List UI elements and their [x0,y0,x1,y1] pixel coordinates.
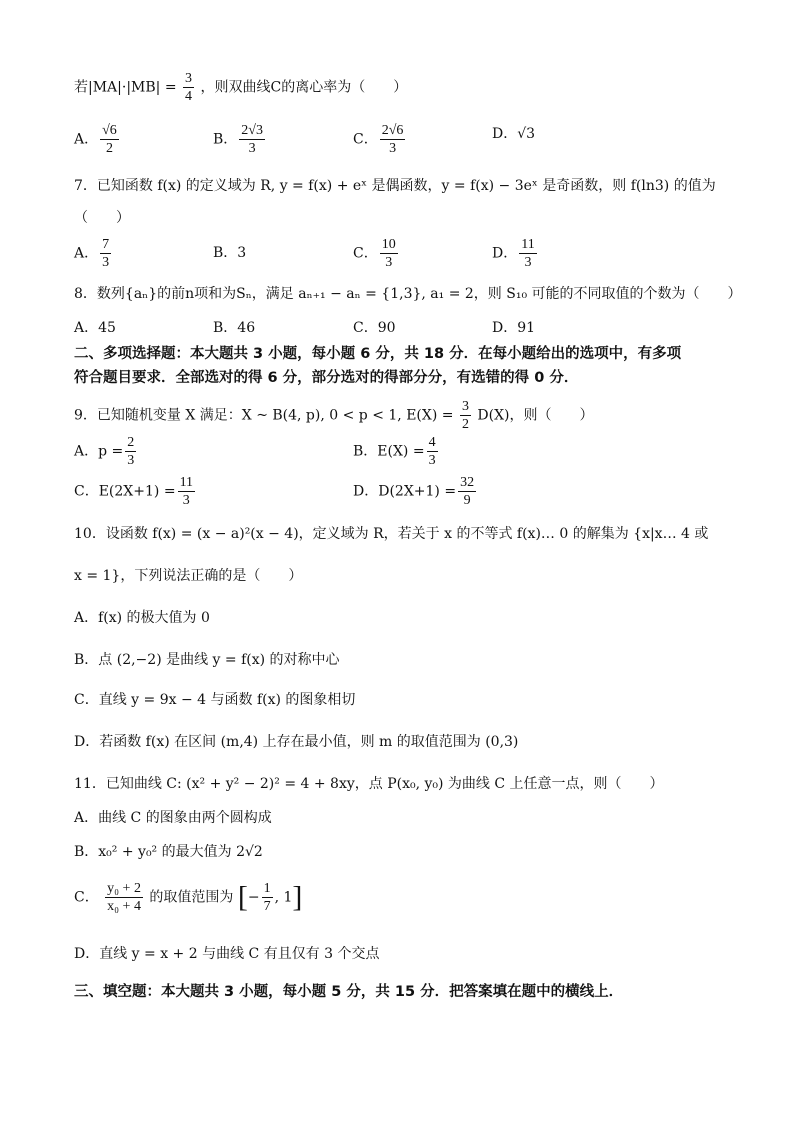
q7-option-d[interactable]: D． $\frac{11}{3}$ [492,237,535,270]
q11-option-c[interactable]: C． $\frac{\text{y₀ + 2}}{\text{x₀ + 4}}$ 的取值范围为 [− $\frac{1}{7}$ , 1] [74,880,303,914]
q8-option-d[interactable]: D．91 [492,320,536,336]
q7-option-b[interactable]: B．3 [213,245,247,261]
q6-stem-fraction: $\frac{3}{4}$ [185,71,193,104]
section3-heading: 三、填空题：本大题共 3 小题，每小题 5 分，共 15 分．把答案填在题中的横线上． [74,984,624,1000]
q6-option-d[interactable]: D．√3 [492,126,536,142]
q11-option-b[interactable]: B．x₀² + y₀² 的最大值为 2√2 [74,844,263,860]
q9-stem: 9．已知随机变量 X 满足：X ~ B(4, p), 0 < p < 1, E(X) = $\frac{3}{2}$ D(X)，则（ ） [74,399,594,432]
q11-stem: 11．已知曲线 C: (x² + y² − 2)² = 4 + 8xy，点 P(x₀, y₀) 为曲线 C 上任意一点，则（ ） [74,776,664,792]
q10-option-a[interactable]: A．f(x) 的极大值为 0 [74,610,210,626]
q8-option-c[interactable]: C．90 [353,320,396,336]
q11-option-d[interactable]: D．直线 y = x + 2 与曲线 C 有且仅有 3 个交点 [74,946,380,962]
q6-stem-prefix: 若|MA|·|MB| = [74,79,177,96]
q7-option-c[interactable]: C． $\frac{10}{3}$ [353,237,396,270]
q10-option-c[interactable]: C．直线 y = 9x − 4 与函数 f(x) 的图象相切 [74,692,356,708]
q8-stem: 8．数列{aₙ}的前n项和为Sₙ，满足 aₙ₊₁ − aₙ = {1,3}, a₁ = 2，则 S₁₀ 可能的不同取值的个数为（ ） [74,286,742,302]
q8-option-a[interactable]: A．45 [74,320,116,336]
q6-option-a[interactable]: A． $\frac{√6}{2}$ [74,123,117,156]
q9-option-c[interactable]: C．E(2X+1) = $\frac{11}{3}$ [74,475,194,508]
q10-stem-line1: 10．设函数 f(x) = (x − a)²(x − 4)，定义域为 R，若关于 x 的不等式 f(x)… 0 的解集为 {x|x… 4 或 [74,526,709,542]
q10-option-b[interactable]: B．点 (2,−2) 是曲线 y = f(x) 的对称中心 [74,652,340,668]
q9-option-b[interactable]: B．E(X) = $\frac{4}{3}$ [353,435,436,468]
q10-stem-line2: x = 1}，下列说法正确的是（ ） [74,568,303,584]
section2-heading-line2: 符合题目要求．全部选对的得 6 分，部分选对的得部分分，有选错的得 0 分． [74,370,579,386]
q9-option-a[interactable]: A．p = $\frac{2}{3}$ [74,435,135,468]
section2-heading-line1: 二、多项选择题：本大题共 3 小题，每小题 6 分，共 18 分．在每小题给出的选项中，有多项 [74,346,682,362]
q7-stem: 7．已知函数 f(x) 的定义域为 R, y = f(x) + eˣ 是偶函数，y = f(x) − 3eˣ 是奇函数，则 f(ln3) 的值为 [74,178,716,194]
q11-option-a[interactable]: A．曲线 C 的图象由两个圆构成 [74,810,272,826]
q8-option-b[interactable]: B．46 [213,320,256,336]
q6-option-b[interactable]: B． $\frac{2√3}{3}$ [213,123,263,156]
q6-stem [74,70,407,105]
q7-stem-tail: （ ） [74,210,130,226]
q6-stem-suffix: ，则双曲线C的离心率为（ ） [200,79,408,96]
q10-option-d[interactable]: D．若函数 f(x) 在区间 (m,4) 上存在最小值，则 m 的取值范围为 (0,3) [74,734,519,750]
q9-stem-fraction: $\frac{3}{2}$ [461,399,469,432]
q6-option-c[interactable]: C． $\frac{2√6}{3}$ [353,123,404,156]
q7-option-a[interactable]: A． $\frac{7}{3}$ [74,237,110,270]
q9-option-d[interactable]: D．D(2X+1) = $\frac{32}{9}$ [353,475,475,508]
